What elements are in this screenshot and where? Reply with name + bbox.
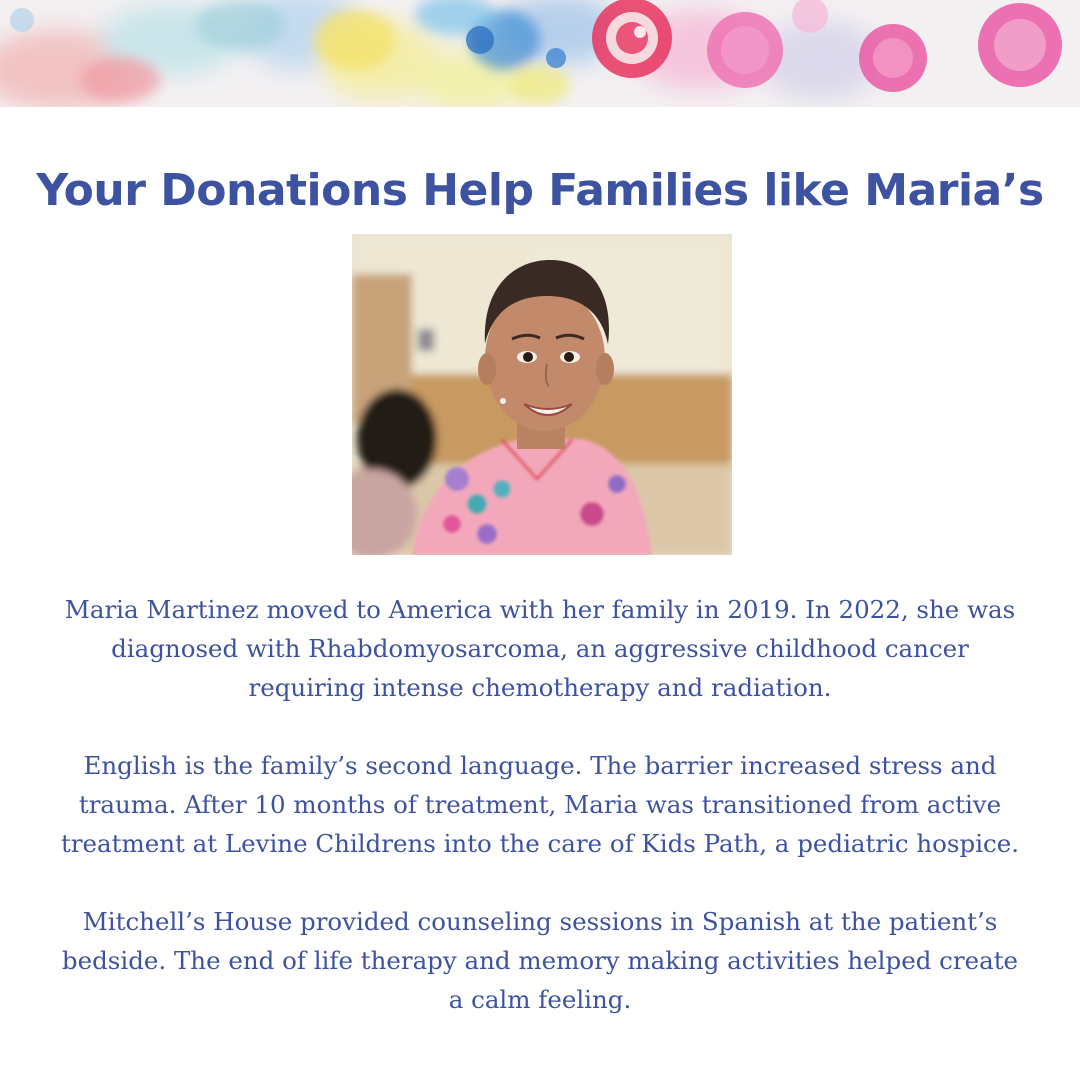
watercolor-banner	[0, 0, 1080, 107]
story-text	[60, 590, 1020, 1019]
maria-photo	[352, 234, 732, 555]
story-paragraph: English is the family’s second language. The barrier increased stress and trauma. After 10 months of treatment, Maria was transitioned from active treatment at Levine Childrens into the care of Kids Path, a pediatric hospice.	[60, 751, 1020, 858]
page-title: Your Donations Help Families like Maria’s	[36, 165, 1044, 217]
story-paragraph: Mitchell’s House provided counseling sessions in Spanish at the patient’s bedside. The end of life therapy and memory making activities helped create a calm feeling.	[61, 907, 1019, 1014]
story-paragraph: Maria Martinez moved to America with her family in 2019. In 2022, she was diagnosed with Rhabdomyosarcoma, an aggressive childhood cancer requiring intense chemotherapy and radiation.	[64, 595, 1016, 702]
